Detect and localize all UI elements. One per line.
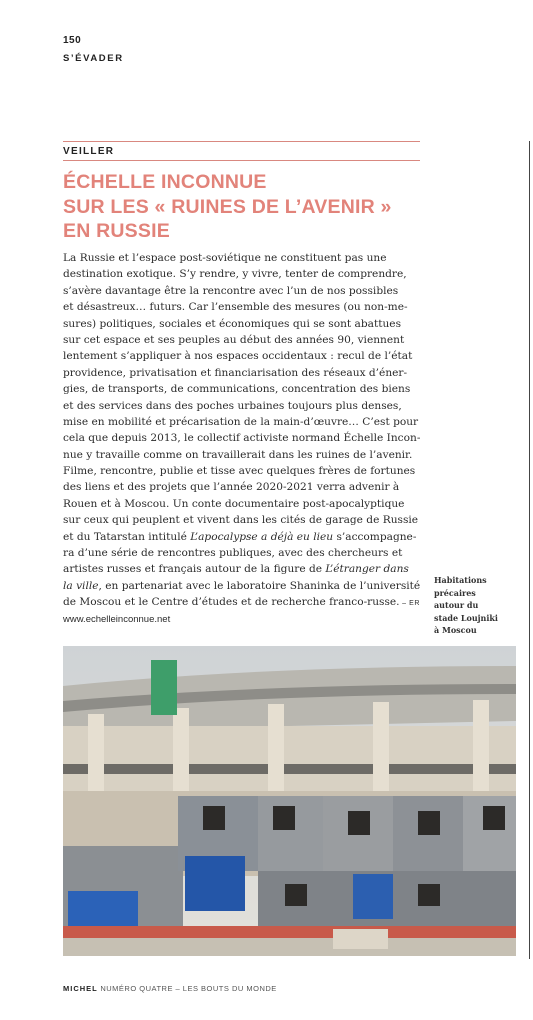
body-line: [63, 529, 423, 545]
section-title: S’ÉVADER: [63, 53, 124, 64]
caption-line: autour du: [434, 600, 479, 611]
body-line: Rouen et à Moscou. Un conte documentaire post-apocalyptique: [63, 497, 405, 510]
body-line: sur ceux qui peuplent et vivent dans les cités de garage de Russie: [63, 514, 419, 527]
author-signature: – ER: [399, 600, 421, 608]
issue-label: NUMÉRO QUATRE – LES BOUTS DU MONDE: [100, 984, 277, 993]
film-title: la ville: [63, 579, 99, 592]
body-text: s’accompagne-: [333, 530, 417, 543]
caption-line: précaires: [434, 587, 476, 598]
body-line: ra d’une série de rencontres publiques, avec des chercheurs et: [63, 547, 403, 560]
body-line: s’avère davantage être la rencontre avec l’un de nos possibles: [63, 284, 399, 297]
body-line: [63, 561, 423, 577]
body-line: Filme, rencontre, publie et tisse avec quelques frères de fortunes: [63, 465, 416, 478]
body-text: et du Tatarstan intitulé: [63, 530, 191, 543]
body-line: [63, 578, 423, 594]
body-line: [63, 594, 423, 610]
body-text: , en partenariat avec le laboratoire Shaninka de l’université: [98, 579, 421, 592]
body-line: cela que depuis 2013, le collectif activiste normand Échelle Incon-: [63, 432, 421, 445]
body-line: mise en mobilité et précarisation de la main-d’œuvre… C’est pour: [63, 415, 419, 428]
book-title: L’apocalypse a déjà eu lieu: [190, 530, 334, 543]
page-footer: [63, 984, 277, 993]
caption-line: stade Loujniki: [434, 612, 498, 623]
photo-caption: [434, 574, 526, 637]
stadium-photo: [63, 646, 516, 956]
article-title: [63, 170, 433, 244]
rubric-rule-bottom: [63, 160, 420, 161]
body-line: [63, 611, 423, 627]
body-line: sur cet espace et ses peuples au début des années 90, viennent: [63, 333, 405, 346]
body-line: sures) politiques, sociales et économiques qui se sont abattues: [63, 317, 402, 330]
body-text: de Moscou et le Centre d’études et de recherche franco-russe.: [63, 596, 400, 609]
body-line: et des services dans des poches urbaines toujours plus denses,: [63, 399, 402, 412]
body-line: La Russie et l’espace post-soviétique ne constituent pas une: [63, 252, 387, 264]
body-line: destination exotique. S’y rendre, y vivre, tenter de comprendre,: [63, 268, 407, 281]
title-line: SUR LES « RUINES DE L’AVENIR »: [63, 195, 392, 218]
body-line: providence, privatisation et financiarisation des réseaux d’éner-: [63, 366, 408, 379]
article-body: [63, 250, 423, 627]
body-line: gies, de transports, de communications, concentration des biens: [63, 383, 411, 396]
caption-line: Habitations: [434, 575, 487, 585]
column-divider: [529, 141, 530, 959]
body-line: lentement s’appliquer à nos espaces occidentaux : recul de l’état: [63, 350, 413, 363]
rubric-rule-top: [63, 141, 420, 142]
body-text: artistes russes et français autour de la figure de: [63, 563, 326, 576]
title-line: ÉCHELLE INCONNUE: [63, 171, 267, 193]
body-line: et désastreux… futurs. Car l’ensemble des mesures (ou non-me-: [63, 301, 408, 314]
rubric-label: VEILLER: [63, 146, 115, 157]
website-link[interactable]: www.echelleinconnue.net: [63, 613, 171, 625]
body-line: nue y travaille comme on travaillerait dans les ruines de l’avenir.: [63, 448, 413, 461]
page-number: 150: [63, 35, 82, 46]
magazine-name: MICHEL: [63, 984, 98, 993]
body-line: des liens et des projets que l’année 2020-2021 verra advenir à: [63, 481, 400, 494]
title-line: EN RUSSIE: [63, 220, 170, 242]
caption-line: à Moscou: [434, 625, 477, 636]
film-title: L’étranger dans: [325, 563, 409, 576]
